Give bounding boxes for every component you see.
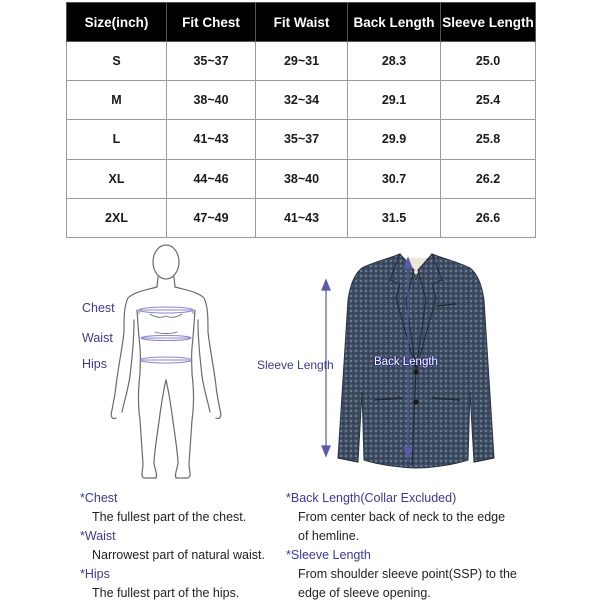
- header-fit-waist: Fit Waist: [256, 3, 348, 42]
- table-cell: 38~40: [256, 159, 348, 198]
- table-cell: 29.9: [348, 120, 441, 159]
- table-cell: M: [67, 81, 167, 120]
- chest-description: The fullest part of the chest.: [92, 510, 247, 524]
- chest-label: Chest: [82, 301, 115, 315]
- table-cell: XL: [67, 159, 167, 198]
- hips-term: *Hips: [80, 567, 110, 581]
- header-size: Size(inch): [67, 3, 167, 42]
- table-cell: 32~34: [256, 81, 348, 120]
- hips-label: Hips: [82, 357, 108, 371]
- table-cell: L: [67, 120, 167, 159]
- table-cell: 41~43: [167, 120, 256, 159]
- table-cell: 35~37: [256, 120, 348, 159]
- sleeve-length-description-line2: edge of sleeve opening.: [298, 586, 431, 600]
- table-cell: 29.1: [348, 81, 441, 120]
- back-length-description-line1: From center back of neck to the edge: [298, 510, 506, 524]
- sleeve-length-definition: [286, 546, 531, 603]
- table-cell: 29~31: [256, 42, 348, 81]
- header-fit-chest: Fit Chest: [167, 3, 256, 42]
- table-cell: 41~43: [256, 198, 348, 237]
- table-cell: 35~37: [167, 42, 256, 81]
- table-cell: 25.8: [441, 120, 536, 159]
- back-length-label: Back Length: [374, 356, 438, 368]
- table-row: [67, 120, 536, 159]
- hips-definition: [80, 565, 239, 603]
- chest-term: *Chest: [80, 491, 118, 505]
- size-chart-table: [66, 2, 536, 238]
- size-table-header-row: [67, 3, 536, 42]
- table-cell: S: [67, 42, 167, 81]
- waist-definition: [80, 527, 265, 565]
- back-length-definition: [286, 489, 531, 546]
- table-cell: 28.3: [348, 42, 441, 81]
- hips-description: The fullest part of the hips.: [92, 586, 240, 600]
- table-cell: 26.6: [441, 198, 536, 237]
- body-outline-figure: [0, 240, 280, 480]
- chest-definition: [80, 489, 246, 527]
- table-row: [67, 159, 536, 198]
- table-row: [67, 198, 536, 237]
- sleeve-length-term: *Sleeve Length: [286, 548, 371, 562]
- sleeve-length-label: Sleeve Length: [257, 358, 334, 372]
- table-cell: 47~49: [167, 198, 256, 237]
- table-cell: 25.4: [441, 81, 536, 120]
- table-cell: 25.0: [441, 42, 536, 81]
- table-row: [67, 42, 536, 81]
- table-cell: 2XL: [67, 198, 167, 237]
- table-cell: 44~46: [167, 159, 256, 198]
- header-back-length: Back Length: [348, 3, 441, 42]
- table-cell: 38~40: [167, 81, 256, 120]
- table-row: [67, 81, 536, 120]
- waist-label: Waist: [82, 331, 113, 345]
- table-cell: 26.2: [441, 159, 536, 198]
- back-length-term: *Back Length(Collar Excluded): [286, 491, 457, 505]
- table-cell: 30.7: [348, 159, 441, 198]
- table-cell: 31.5: [348, 198, 441, 237]
- waist-description: Narrowest part of natural waist.: [92, 548, 265, 562]
- back-length-description-line2: of hemline.: [298, 529, 360, 543]
- header-sleeve-length: Sleeve Length: [441, 3, 536, 42]
- sleeve-length-description-line1: From shoulder sleeve point(SSP) to the: [298, 567, 517, 581]
- waist-term: *Waist: [80, 529, 116, 543]
